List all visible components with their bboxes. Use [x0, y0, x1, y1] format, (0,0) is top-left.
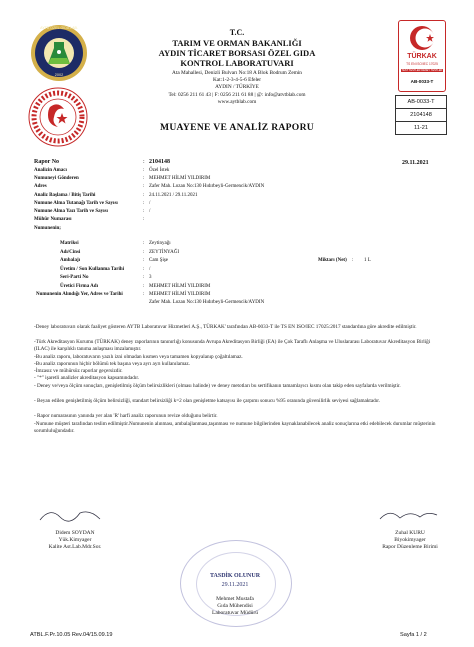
field-sampling-letter-label: Numune Alma Yazı Tarih ve Sayısı	[34, 209, 108, 214]
left-signer-name: Didem SOYDAN	[55, 530, 95, 536]
colon: :	[143, 193, 145, 198]
header-contact: Tel: 0256 211 61 43 | F: 0256 211 61 88 | @: info@atvtblab.com	[168, 92, 306, 98]
report-date: 29.11.2021	[402, 160, 429, 166]
note-9: - Rapor numarasının yanında yer alan 'R' harfi analiz raporunun revize olduğunu belirtir.	[34, 413, 218, 419]
center-signer-title-1: Gıda Mühendisi	[217, 603, 253, 609]
note-7: - Deney ve/veya ölçüm sonuçları, genişletilmiş ölçüm belirsizlikleri (olması halinde) ve deney metotları bu sertifikanın tamamlayıcı kısmı olan takip eden sayfalarda verilmiştir.	[34, 383, 401, 389]
note-4: -Bu analiz raporunun hiçbir bölümü tek başına veya ayrı ayrı kullanılamaz.	[34, 361, 191, 367]
center-signer-title-2: Laboratuvar Müdürü	[212, 610, 258, 616]
field-address-label: Adres	[34, 184, 47, 189]
sample-matrix-value: Zeytinyağı	[149, 241, 171, 246]
note-6: - "*" işaretli analizler akreditasyon kapsamındadır.	[34, 375, 140, 381]
colon: :	[143, 267, 145, 272]
approval-stamp-date: 29.11.2021	[221, 582, 249, 588]
right-signer-title-1: Biyokimyager	[394, 536, 426, 543]
colon: :	[352, 258, 354, 263]
field-sampling-record-label: Numune Alma Tutanağı Tarih ve Sayısı	[34, 201, 118, 206]
colon: :	[143, 168, 145, 173]
approval-stamp-title: TASDİK OLUNUR	[209, 573, 261, 579]
accreditation-number-box: AB-0033-T	[395, 95, 447, 109]
sample-name-value: ZEYTİNYAĞI	[149, 250, 179, 255]
header-lab-line1: AYDIN TİCARET BORSASI ÖZEL GIDA	[158, 48, 316, 58]
sample-dates-label: Üretim / Son Kullanma Tarihi	[60, 267, 125, 272]
sample-location-value: MEHMET HİLMİ YILDIRIM	[149, 292, 211, 297]
colon: :	[143, 201, 145, 206]
note-5: -İmzasız ve mühürsüz raporlar geçersizdir.	[34, 368, 123, 374]
field-report-no-value: 2104148	[149, 159, 170, 165]
colon: :	[143, 241, 145, 246]
turkak-standard: TS EN ISO/IEC 17025	[406, 62, 438, 66]
colon: :	[143, 209, 145, 214]
colon: :	[143, 217, 145, 222]
field-sample-heading: Numunenin;	[34, 226, 61, 231]
sample-packaging-label: Ambalajı	[60, 258, 80, 263]
field-dates-label: Analiz Başlama / Bitiş Tarihi	[34, 193, 96, 198]
header-website: www.aytblab.com	[217, 99, 257, 105]
sample-quantity-value: 1 L	[364, 258, 371, 263]
header-tc: T.C.	[229, 28, 245, 37]
note-8: - Beyan edilen genişletilmiş ölçüm belirsizliği, standart belirsizliği k=2 olan genişletme katsayısı ile çarpımı sonucu %95 oranında güvenilirlik seviyesi sağlamaktadır.	[34, 398, 380, 404]
field-purpose-label: Analizin Amacı	[34, 168, 67, 173]
sample-quantity-label: Miktarı (Net)	[318, 258, 347, 263]
field-seal-label: Mühür Numarası	[34, 217, 72, 222]
field-report-no-label: Rapor No	[34, 159, 60, 165]
colon: :	[143, 275, 145, 280]
field-sampling-letter-value: /	[149, 209, 151, 214]
sample-packaging-value: Cam Şişe	[149, 258, 169, 263]
report-title: MUAYENE VE ANALİZ RAPORU	[159, 122, 315, 133]
sample-dates-value: /	[149, 267, 151, 272]
aytb-lab-logo-year: 2002	[54, 73, 64, 77]
ministry-logo	[28, 87, 88, 147]
aytb-lab-logo-text: AYTB ÖZEL GIDA LAB.	[40, 26, 78, 30]
header-ministry: TARIM VE ORMAN BAKANLIĞI	[172, 38, 302, 48]
sample-producer-label: Üretici Firma Adı	[60, 284, 98, 289]
colon: :	[143, 159, 145, 165]
left-signature	[30, 505, 120, 550]
colon: :	[143, 284, 145, 289]
right-signer-title-2: Rapor Düzenleme Birimi	[382, 543, 438, 550]
field-sender-label: Numuneyi Gönderen	[34, 176, 79, 181]
field-sampling-record-value: /	[149, 201, 151, 206]
colon: :	[143, 292, 145, 297]
sample-matrix-label: Matriksi	[60, 241, 79, 246]
note-1: -Deney laboratuvarı olarak faaliyet gösteren AYTB Laboratuvar Hizmetleri A.Ş., TÜRKAK' tarafından AB-0033-T ile TS EN ISO/IEC 17025:2017 standardına göre akredite edilmiştir.	[34, 324, 417, 330]
colon: :	[143, 176, 145, 181]
note-3: -Bu analiz raporu, laboratuvarın yazılı izni olmadan kısmen veya tamamen kopyalanıp çoğaltılamaz.	[34, 354, 243, 360]
field-sender-value: MEHMET HİLMİ YILDIRIM	[149, 176, 211, 181]
left-signer-title-1: Yük.Kimyager	[58, 536, 92, 543]
colon: :	[143, 258, 145, 263]
report-id-boxes	[395, 95, 447, 135]
period-box: 11-21	[395, 122, 447, 135]
header-lab-line2: KONTROL LABORATUVARI	[180, 58, 294, 68]
turkak-note: TEST TESTLER DENEY TESTLER	[401, 69, 443, 72]
page-number: Sayfa 1 / 2	[400, 632, 427, 638]
field-purpose-value: Özel İstek	[149, 168, 170, 173]
right-signature	[365, 505, 455, 550]
turkak-logo	[398, 20, 446, 92]
right-signature-mark	[365, 505, 455, 525]
left-signer-title-2: Kalite Ast.Lab.Mdr.Sor.	[48, 543, 102, 550]
left-signature-mark	[30, 505, 120, 525]
header-address-2: Kat:1-2-3-4-5-6 Efeler	[212, 77, 262, 83]
note-10: -Numune müşteri tarafından teslim edilmiştir.Numunenin alınması, ambalajlanması,taşınması ve numune bilgilerinden kaynaklanabilecek analiz sonuçlarına etki edebilecek durumlar müşterinin sorumluluğundadır.	[34, 421, 436, 434]
sample-location-address: Zafer Mah. Lozan No:130 Hıdırbeyli-Germencik/AYDIN	[149, 300, 265, 305]
sample-batch-value: 3	[149, 275, 152, 280]
turkak-code: AB-0033-T	[410, 79, 434, 84]
sample-batch-label: Seri-Parti No	[60, 275, 89, 280]
turkak-title: TÜRKAK	[407, 53, 437, 60]
header-address-1: Ata Mahallesi, Denizli Bulvarı No:18 A Blok Bodrum Zemin	[172, 70, 302, 76]
colon: :	[143, 250, 145, 255]
colon: :	[143, 184, 145, 189]
note-2: -Türk Akreditasyon Kurumu (TÜRKAK) deney raporlarının tanınırlığı konusunda Avrupa Akreditasyon Birliği (EA) ile Çok Taraflı Anlaşma ve Uluslararası Laboratuvar Akreditasyon Birliği (ILAC) ile karşılıklı tanıma anlaşması imzalamıştır.	[34, 339, 431, 352]
field-address-value: Zafer Mah. Lozan No:130 Hıdırbeyli-Germencik/AYDIN	[149, 184, 265, 189]
sample-location-label: Numunenin Alındığı Yer, Adres ve Tarihi	[36, 292, 123, 297]
sample-producer-value: MEHMET HİLMİ YILDIRIM	[149, 284, 211, 289]
header-address-3: AYDIN / TÜRKİYE	[215, 84, 259, 90]
right-signer-name: Zuhal KURU	[395, 530, 425, 536]
center-signer-name: Mehmet Mustafa	[216, 596, 254, 602]
form-code: ATBL.F.Pr.10.05 Rev.04/15.09.19	[30, 632, 113, 638]
report-number-box: 2104148	[395, 109, 447, 122]
sample-name-label: Adı/Cinsi	[60, 250, 81, 255]
field-dates-value: 24.11.2021 / 29.11.2021	[149, 193, 198, 198]
